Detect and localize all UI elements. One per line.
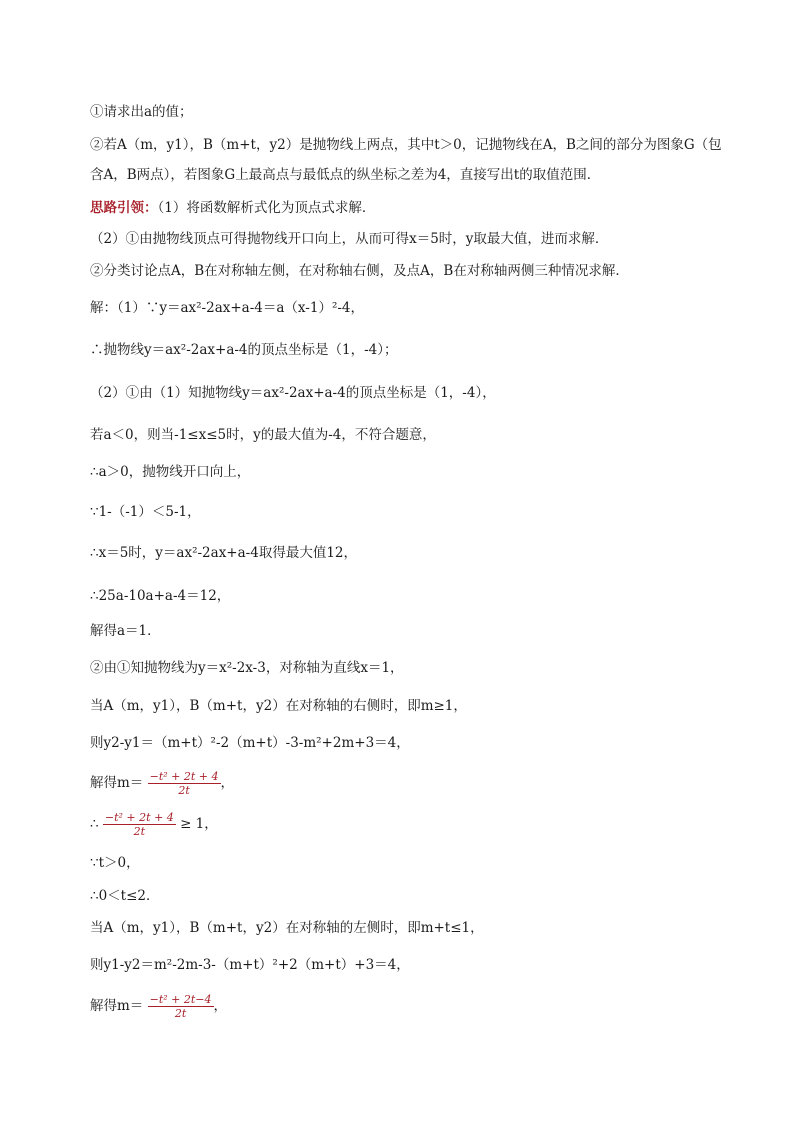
- fraction-numerator: −t² + 2t−4: [149, 993, 212, 1006]
- sol-line-3: （2）①由（1）知抛物线y＝ax²-2ax+a-4的顶点坐标是（1，-4），: [90, 385, 496, 401]
- fraction-ineq: [103, 811, 176, 838]
- sol-line-12: 则y2-y1＝（m+t）²-2（m+t）-3-m²+2m+3＝4，: [90, 735, 410, 751]
- fraction-m-1: [148, 770, 221, 797]
- solve-m-prefix: 解得m＝: [90, 998, 144, 1014]
- sol-line-6: ∵1-（-1）＜5-1，: [90, 504, 201, 520]
- sol-line-13: ∵t＞0，: [90, 855, 140, 871]
- therefore-symbol: ∴: [90, 816, 99, 832]
- fraction-denominator: 2t: [133, 825, 146, 838]
- fraction-denominator: 2t: [174, 1007, 187, 1020]
- fraction-m-2: [148, 993, 214, 1020]
- solve-m-line-2: [90, 993, 227, 1020]
- sol-line-9: 解得a＝1．: [90, 623, 161, 639]
- hint-line-2: （2）①由抛物线顶点可得抛物线开口向上，从而可得x＝5时，y取最大值，进而求解．: [90, 231, 609, 247]
- hint-label: 思路引领：: [90, 200, 158, 216]
- fraction-denominator: 2t: [178, 784, 190, 797]
- hint-text: （1）将函数解析式化为顶点式求解．: [157, 200, 376, 216]
- sol-line-7: ∴x＝5时，y＝ax²-2ax+a-4取得最大值12，: [90, 545, 357, 561]
- q-part-2-line-1: ②若A（m，y1），B（m+t，y2）是抛物线上两点，其中t＞0，记抛物线在A，B之间的部分为图象G（包: [90, 137, 722, 153]
- q-part-2-line-2: 含A，B两点），若图象G上最高点与最低点的纵坐标之差为4，直接写出t的取值范围．: [90, 167, 601, 183]
- fraction-numerator: −t² + 2t + 4: [104, 811, 174, 824]
- sol-line-11: 当A（m，y1），B（m+t，y2）在对称轴的右侧时，即m≥1，: [90, 698, 467, 714]
- solve-m-line-1: [90, 770, 234, 797]
- comma: ，: [220, 775, 234, 791]
- ineq-rhs: ≥ 1，: [180, 816, 218, 832]
- sol-line-5: ∴a＞0，抛物线开口向上，: [90, 464, 251, 480]
- solve-m-prefix: 解得m＝: [90, 775, 144, 791]
- hint-line-3: ②分类讨论点A，B在对称轴左侧，在对称轴右侧，及点A，B在对称轴两侧三种情况求解．: [90, 263, 629, 279]
- inequality-line: [90, 811, 218, 838]
- sol-line-4: 若a＜0，则当-1≤x≤5时，y的最大值为-4，不符合题意，: [90, 427, 436, 443]
- sol-line-2: ∴抛物线y＝ax²-2ax+a-4的顶点坐标是（1，-4）；: [90, 342, 398, 358]
- sol-line-15: 当A（m，y1），B（m+t，y2）在对称轴的左侧时，即m+t≤1，: [90, 920, 484, 936]
- sol-line-16: 则y1-y2＝m²-2m-3-（m+t）²+2（m+t）+3＝4，: [90, 957, 410, 973]
- comma: ，: [213, 998, 228, 1014]
- sol-line-8: ∴25a-10a+a-4＝12，: [90, 588, 231, 604]
- sol-line-10: ②由①知抛物线为y＝x²-2x-3，对称轴为直线x＝1，: [90, 660, 404, 676]
- sol-line-14: ∴0＜t≤2．: [90, 888, 160, 904]
- sol-line-1: 解：（1）∵y＝ax²-2ax+a-4＝a（x-1）²-4，: [90, 300, 365, 316]
- hint-line: [90, 199, 375, 217]
- fraction-numerator: −t² + 2t + 4: [149, 770, 219, 783]
- q-part-1: ①请求出a的值；: [90, 104, 193, 120]
